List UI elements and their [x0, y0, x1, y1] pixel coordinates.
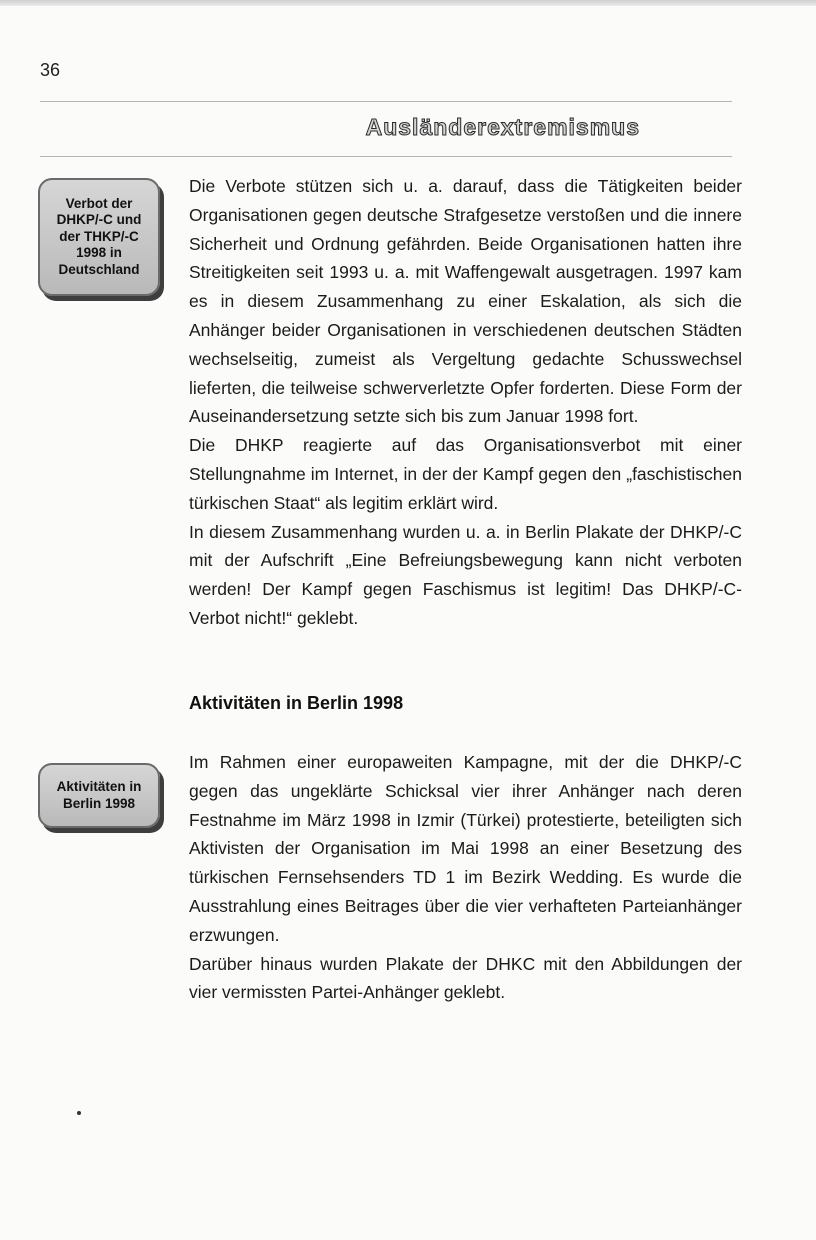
margin-note-ban [38, 178, 160, 296]
scan-top-edge [0, 0, 816, 6]
margin-note-line: der THKP/-C [59, 228, 139, 244]
paragraph: Darüber hinaus wurden Plakate der DHKC mit den Abbildungen der vier vermissten Partei-Anhänger geklebt. [189, 953, 742, 1003]
margin-note-line: DHKP/-C und [56, 212, 142, 228]
margin-note-line: 1998 in [76, 245, 122, 261]
paragraph: Die Verbote stützen sich u. a. darauf, dass die Tätigkeiten beider Organisationen gegen deutsche Strafgesetze verstoßen und die innere Sicherheit und Ordnung gefährden. Beide Organisationen hatten ihre Streitigkeiten seit 1993 u. a. mit Waffengewalt ausgetragen. 1997 kam es in diesem Zusammenhang zu einer Eskalation, als sich die Anhänger beider Organisationen in verschiedenen deutschen Städten wechselseitig, zumeist als Vergeltung gedachte Schusswechsel lieferten, die teilweise schwerverletzte Opfer forderten. Diese Form der Auseinandersetzung setzte sich bis zum Januar 1998 fort. [189, 176, 742, 427]
margin-note-line: Verbot der [65, 195, 133, 211]
margin-note-line: Deutschland [58, 261, 140, 277]
paragraph: In diesem Zusammenhang wurden u. a. in Berlin Plakate der DHKP/-C mit der Aufschrift „Eine Befreiungsbewegung kann nicht verboten werden! Der Kampf gegen Faschismus ist legitim! Das DHKP/-C-Verbot nicht!“ geklebt. [189, 521, 742, 628]
section-ban-text [189, 172, 742, 633]
margin-note-text [57, 779, 142, 812]
header-rule-top [40, 101, 732, 102]
scan-speck [77, 1111, 81, 1115]
margin-note-line: Berlin 1998 [62, 795, 136, 811]
paragraph: Im Rahmen einer europaweiten Kampagne, mit der die DHKP/-C gegen das ungeklärte Schicksal vier ihrer Anhänger nach deren Festnahme im März 1998 in Izmir (Türkei) protestierte, beteiligten sich Aktivisten der Organisation im Mai 1998 an einer Besetzung des türkischen Fernsehsenders TD 1 im Bezirk Wedding. Es wurde die Ausstrahlung eines Beitrages über die vier verhafteten Parteianhänger erzwungen. [189, 752, 742, 945]
section-berlin-text [189, 748, 742, 1007]
margin-note-text [57, 196, 142, 279]
section-heading-berlin: Aktivitäten in Berlin 1998 [189, 693, 404, 713]
page-number: 36 [40, 60, 61, 80]
margin-note-berlin [38, 763, 160, 828]
margin-note-line: Aktivitäten in [56, 779, 142, 794]
chapter-title: Ausländerextremismus [365, 114, 640, 140]
paragraph: Die DHKP reagierte auf das Organisationsverbot mit einer Stellungnahme im Internet, in der der Kampf gegen den „faschistischen türkischen Staat“ als legitim erklärt wird. [189, 435, 742, 513]
header-rule-bottom [40, 156, 732, 157]
